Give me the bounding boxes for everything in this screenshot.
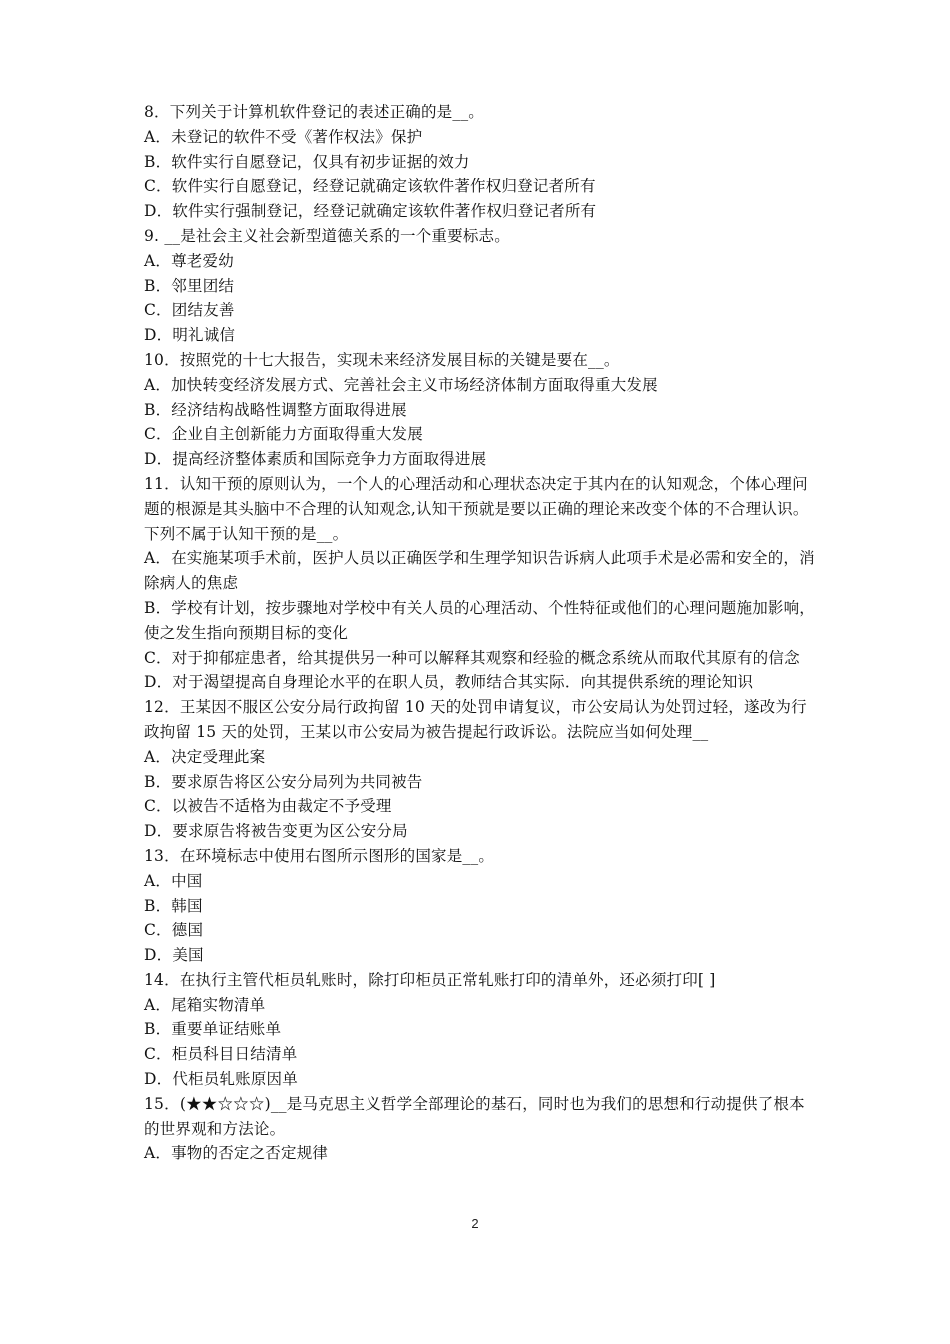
- question-12-stem: 12．王某因不服区公安分局行政拘留 10 天的处罚申请复议，市公安局认为处罚过轻，遂改为行政拘留 15 天的处罚，王某以市公安局为被告提起行政诉讼。法院应当如何处理__: [144, 698, 807, 741]
- question-11-option-c: C．对于抑郁症患者，给其提供另一种可以解释其观察和经验的概念系统从而取代其原有的信念: [144, 648, 800, 667]
- question-9-option-b: B．邻里团结: [144, 276, 235, 295]
- question-12-option-c: C．以被告不适格为由裁定不予受理: [144, 797, 392, 816]
- question-9-option-d: D．明礼诚信: [144, 326, 236, 345]
- question-8-stem: 8．下列关于计算机软件登记的表述正确的是__。: [144, 103, 484, 121]
- question-13-option-c: C．德国: [144, 921, 204, 940]
- question-10-stem: 10．按照党的十七大报告，实现未来经济发展目标的关键是要在__。: [144, 350, 620, 369]
- question-10-option-d: D．提高经济整体素质和国际竞争力方面取得进展: [144, 450, 487, 469]
- question-14-option-c: C．柜员科目日结清单: [144, 1045, 298, 1064]
- question-11-option-d: D．对于渴望提高自身理论水平的在职人员，教师结合其实际．向其提供系统的理论知识: [144, 673, 754, 692]
- question-12-option-d: D．要求原告将被告变更为区公安分局: [144, 822, 408, 841]
- question-10-option-b: B．经济结构战略性调整方面取得进展: [144, 400, 407, 419]
- question-11-stem: 11．认知干预的原则认为，一个人的心理活动和心理状态决定于其内在的认知观念，个体心理问题的根源是其头脑中不合理的认知观念,认知干预就是要以正确的理论来改变个体的不合理认识。下列不属于认知干预的是__。: [144, 474, 809, 543]
- question-14-option-b: B．重要单证结账单: [144, 1020, 282, 1039]
- question-14-stem: 14．在执行主管代柜员轧账时，除打印柜员正常轧账打印的清单外，还必须打印[ ]: [144, 970, 716, 989]
- question-list: [144, 100, 816, 1166]
- question-9-stem: 9. __是社会主义社会新型道德关系的一个重要标志。: [144, 226, 510, 245]
- question-13-option-d: D．美国: [144, 946, 204, 965]
- page-number: 2: [471, 1216, 479, 1231]
- question-11-option-a: A．在实施某项手术前，医护人员以正确医学和生理学知识告诉病人此项手术是必需和安全的，消除病人的焦虑: [144, 549, 815, 593]
- question-14-option-d: D．代柜员轧账原因单: [144, 1070, 298, 1089]
- question-10-option-c: C．企业自主创新能力方面取得重大发展: [144, 425, 423, 444]
- question-8-option-a: A．未登记的软件不受《著作权法》保护: [144, 127, 423, 146]
- question-15-option-a: A．事物的否定之否定规律: [144, 1144, 329, 1163]
- question-8-option-c: C．软件实行自愿登记，经登记就确定该软件著作权归登记者所有: [144, 177, 596, 196]
- question-10-option-a: A．加快转变经济发展方式、完善社会主义市场经济体制方面取得重大发展: [144, 375, 658, 394]
- question-9-option-c: C．团结友善: [144, 301, 235, 320]
- question-9-option-a: A．尊老爱幼: [144, 251, 234, 270]
- question-12-option-b: B．要求原告将区公安分局列为共同被告: [144, 772, 423, 791]
- question-14-option-a: A．尾箱实物清单: [144, 995, 266, 1014]
- question-13-option-a: A．中国: [144, 871, 203, 890]
- question-15-stem: 15．(★★☆☆☆)__是马克思主义哲学全部理论的基石，同时也为我们的思想和行动提供了根本的世界观和方法论。: [144, 1094, 805, 1138]
- question-8-option-d: D．软件实行强制登记，经登记就确定该软件著作权归登记者所有: [144, 202, 597, 221]
- question-13-option-b: B．韩国: [144, 896, 203, 915]
- question-11-option-b: B．学校有计划，按步骤地对学校中有关人员的心理活动、个性特征或他们的心理问题施加影响，使之发生指向预期目标的变化: [144, 598, 815, 642]
- question-8-option-b: B．软件实行自愿登记，仅具有初步证据的效力: [144, 152, 470, 171]
- question-13-stem: 13．在环境标志中使用右图所示图形的国家是__。: [144, 846, 495, 865]
- question-12-option-a: A．决定受理此案: [144, 747, 266, 766]
